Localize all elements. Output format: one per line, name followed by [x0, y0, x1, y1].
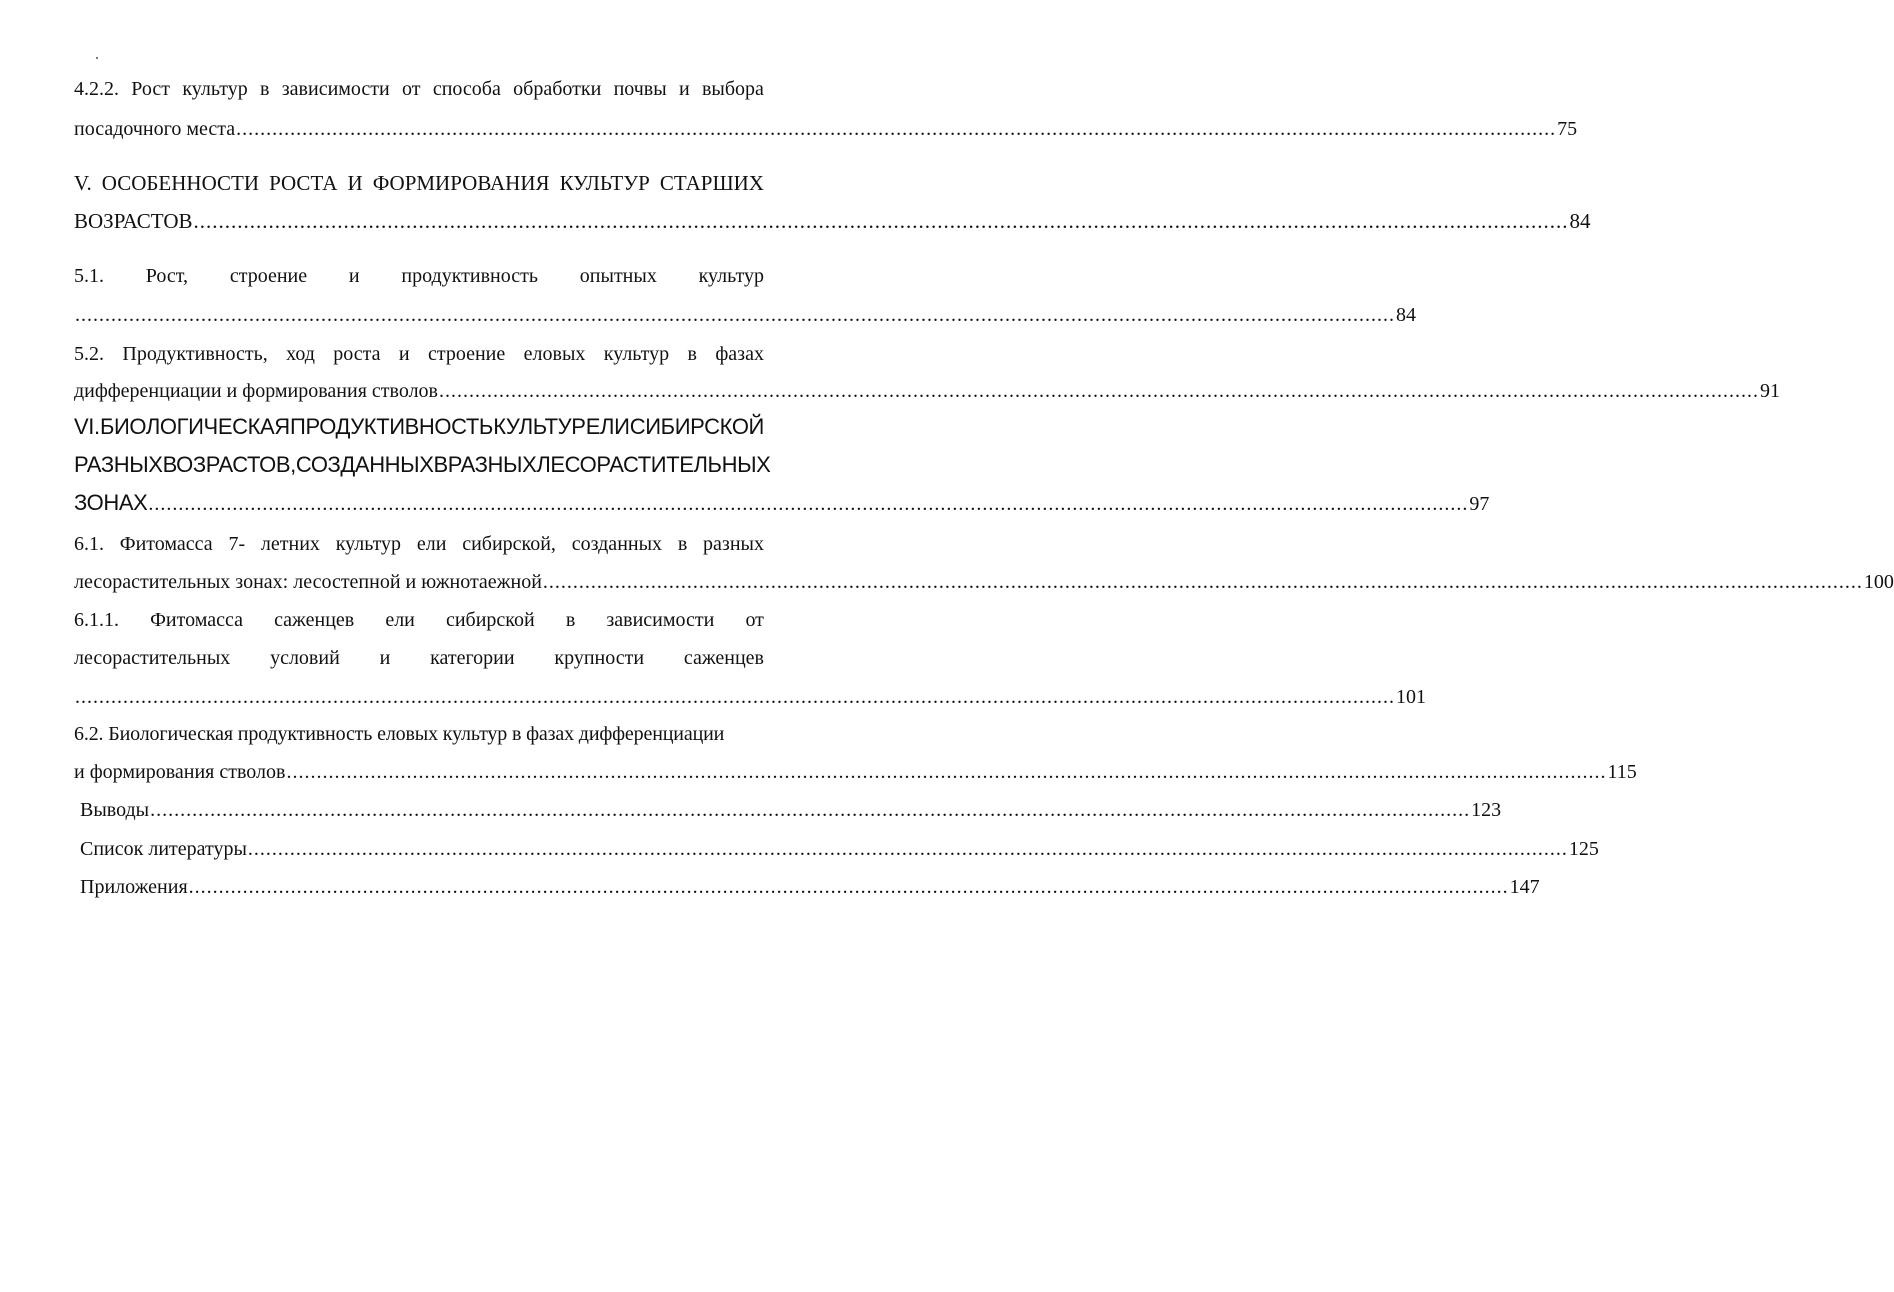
toc-word: Продуктивность, [122, 343, 268, 365]
dot-leader: ............................................................................................................................................................................................................................ [148, 493, 1469, 515]
toc-word: БИОЛОГИЧЕСКАЯ [99, 414, 290, 439]
toc-word: зависимости [606, 609, 715, 631]
dot-leader: ............................................................................................................................................................................................................................ [75, 304, 1395, 326]
toc-word: способа [432, 78, 501, 100]
toc-entry-6-1-line2 [74, 569, 1894, 595]
toc-word: почвы [613, 78, 667, 100]
toc-entry-6-2-line1: 6.2. Биологическая продуктивность еловых культур в фазах дифференциации [74, 723, 725, 745]
toc-entry-6-1-1-line3 [74, 684, 1426, 710]
toc-word: продуктивность [401, 265, 538, 287]
toc-word: 4.2.2. [74, 78, 119, 100]
toc-word: обработки [513, 78, 602, 100]
toc-word: 5.1. [74, 265, 104, 287]
toc-word: VI. [74, 414, 100, 439]
toc-word: роста [333, 343, 381, 365]
toc-word: строение [428, 343, 506, 365]
toc-word: ЛЕСОРАСТИТЕЛЬНЫХ [536, 452, 771, 477]
scan-speck [96, 57, 98, 59]
toc-entry-6-1-1-line2 [74, 645, 764, 671]
toc-word: в [687, 343, 697, 365]
toc-entry-5-1-line2 [74, 302, 1416, 328]
toc-page-number: 84 [1396, 304, 1416, 326]
dot-leader: ............................................................................................................................................................................................................................ [75, 686, 1395, 708]
toc-word: и [379, 647, 391, 669]
toc-word: ФОРМИРОВАНИЯ [372, 171, 550, 195]
toc-word: ЕЛИ [585, 414, 630, 439]
toc-word: ВОЗРАСТОВ, [162, 452, 296, 477]
toc-entry-6-1-line1 [74, 531, 764, 557]
toc-word: ПРОДУКТИВНОСТЬ [290, 414, 493, 439]
toc-word: СИБИРСКОЙ [629, 414, 764, 439]
toc-entry-text: лесорастительных зонах: лесостепной и южнотаежной [74, 571, 542, 593]
toc-page-number: 147 [1509, 876, 1540, 898]
toc-word: 5.2. [74, 343, 104, 365]
toc-word: созданных [571, 533, 663, 555]
toc-entry-5-1-line1 [74, 263, 764, 289]
toc-word: культур [182, 78, 248, 100]
toc-page-number: 123 [1471, 799, 1502, 821]
toc-word: Фитомасса [119, 533, 213, 555]
toc-entry-text: Выводы [80, 799, 150, 821]
toc-entry-6-2-line2 [74, 759, 1637, 785]
toc-word: РОСТА [269, 171, 338, 195]
toc-page-number: 101 [1396, 686, 1426, 708]
toc-word: И [347, 171, 363, 195]
toc-entry-text: Приложения [80, 876, 188, 898]
toc-word: КУЛЬТУР [493, 414, 586, 439]
toc-entry-appendices [80, 874, 1540, 900]
toc-word: 6.1.1. [74, 609, 119, 631]
toc-word: саженцев [274, 609, 355, 631]
toc-word: крупности [554, 647, 645, 669]
toc-word: сибирской, [462, 533, 556, 555]
toc-word: от [402, 78, 421, 100]
toc-word: СТАРШИХ [659, 171, 764, 195]
toc-word: зависимости [281, 78, 390, 100]
toc-word: фазах [715, 343, 764, 365]
toc-word: категории [430, 647, 515, 669]
toc-entry-chapter-6-line1 [74, 414, 764, 440]
toc-word: в [260, 78, 270, 100]
toc-entry-chapter-5-line2 [74, 208, 1591, 234]
toc-word: от [745, 609, 764, 631]
toc-entry-text: ЗОНАХ [74, 490, 148, 515]
dot-leader: ............................................................................................................................................................................................................................ [150, 799, 1471, 821]
toc-entry-5-2-line2 [74, 378, 1780, 404]
toc-page-number: 97 [1469, 493, 1490, 515]
toc-word: разных [703, 533, 764, 555]
toc-page-number: 84 [1569, 209, 1591, 233]
dot-leader: ............................................................................................................................................................................................................................ [247, 838, 1568, 860]
toc-word: условий [270, 647, 340, 669]
toc-word: летних [260, 533, 320, 555]
toc-word: ОСОБЕННОСТИ [101, 171, 260, 195]
toc-word: Фитомасса [150, 609, 243, 631]
toc-entry-4-2-2-line1 [74, 76, 764, 102]
toc-entry-text: Список литературы [80, 838, 247, 860]
toc-word: опытных [579, 265, 657, 287]
toc-word: лесорастительных [74, 647, 231, 669]
dot-leader: ............................................................................................................................................................................................................................ [188, 876, 1509, 898]
toc-entry-text: посадочного места [74, 118, 236, 140]
toc-word: 7- [228, 533, 246, 555]
toc-word: саженцев [683, 647, 764, 669]
toc-word: еловых [523, 343, 586, 365]
toc-word: ели [385, 609, 415, 631]
toc-page-number: 100 [1863, 571, 1894, 593]
toc-entry-5-2-line1 [74, 341, 764, 367]
dot-leader: ............................................................................................................................................................................................................................ [542, 571, 1863, 593]
toc-word: РАЗНЫХ [74, 452, 163, 477]
toc-entry-chapter-6-line2 [74, 452, 771, 478]
toc-page-number: 91 [1760, 380, 1780, 402]
toc-word: Рост, [145, 265, 189, 287]
toc-word: и [398, 343, 410, 365]
toc-page-number: 75 [1557, 118, 1578, 140]
toc-word: в [565, 609, 576, 631]
dot-leader: ............................................................................................................................................................................................................................ [286, 761, 1607, 783]
toc-word: РАЗНЫХ [447, 452, 537, 477]
toc-entry-text: ВОЗРАСТОВ [74, 209, 193, 233]
toc-word: Рост [131, 78, 171, 100]
toc-word: и [348, 265, 360, 287]
toc-word: ели [416, 533, 447, 555]
dot-leader: ............................................................................................................................................................................................................................ [439, 380, 1759, 402]
toc-word: КУЛЬТУР [559, 171, 650, 195]
toc-entry-references [80, 836, 1599, 862]
toc-entry-4-2-2-line2 [74, 116, 1578, 142]
toc-word: в [677, 533, 688, 555]
toc-word: культур [698, 265, 764, 287]
toc-word: ход [286, 343, 315, 365]
toc-word: V. [74, 171, 92, 195]
toc-word: СОЗДАННЫХ [295, 452, 434, 477]
toc-word: В [433, 452, 448, 477]
toc-entry-6-1-1-line1 [74, 607, 764, 633]
toc-entry-chapter-5-line1 [74, 170, 764, 196]
toc-entry-conclusions [80, 797, 1502, 823]
toc-word: 6.1. [74, 533, 104, 555]
dot-leader: ............................................................................................................................................................................................................................ [236, 118, 1557, 140]
toc-page-number: 115 [1607, 761, 1637, 783]
toc-word: культур [335, 533, 402, 555]
toc-entry-text: и формирования стволов [74, 761, 286, 783]
toc-word: сибирской [445, 609, 535, 631]
toc-word: выбора [701, 78, 764, 100]
toc-page-number: 125 [1568, 838, 1599, 860]
toc-entry-chapter-6-line3 [74, 490, 1490, 517]
toc-entry-text: дифференциации и формирования стволов [74, 380, 438, 402]
toc-word: и [678, 78, 690, 100]
toc-word: строение [229, 265, 308, 287]
toc-word: культур [603, 343, 670, 365]
dot-leader: ............................................................................................................................................................................................................................ [193, 209, 1569, 233]
